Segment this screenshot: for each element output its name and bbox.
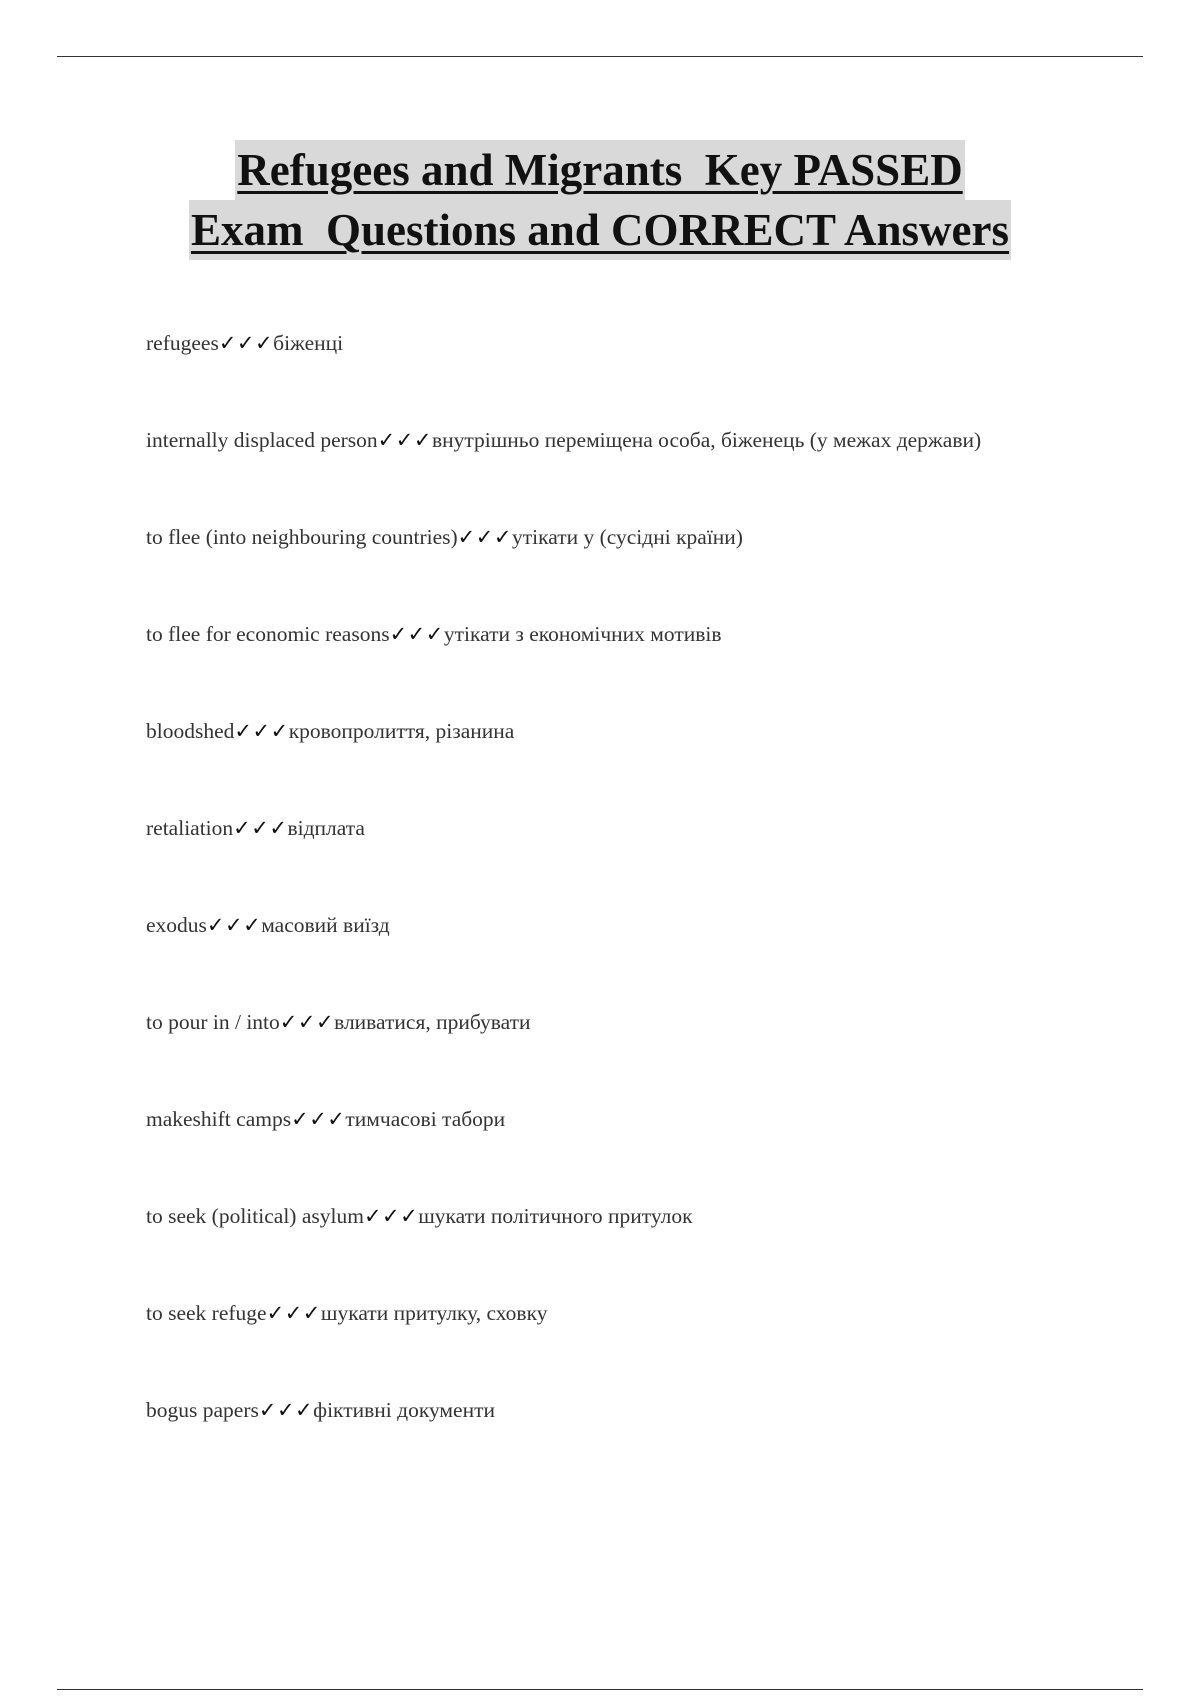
check-marks-icon: ✓✓✓ — [377, 428, 432, 452]
entry-translation: шукати політичного притулок — [418, 1204, 693, 1228]
entry-term: to seek refuge — [146, 1301, 267, 1325]
check-marks-icon: ✓✓✓ — [266, 1301, 321, 1325]
header-rule — [57, 56, 1143, 57]
glossary-entry — [146, 910, 1046, 940]
glossary-entry — [146, 328, 1046, 358]
check-marks-icon: ✓✓✓ — [363, 1204, 419, 1228]
document-title — [0, 140, 1200, 260]
entry-term: internally displaced person — [146, 428, 378, 452]
glossary-entry — [146, 425, 1046, 455]
entry-term: makeshift camps — [146, 1107, 292, 1131]
entry-term: to seek (political) asylum — [146, 1204, 364, 1228]
entry-term: to pour in / into — [146, 1010, 280, 1034]
glossary-entry — [146, 1395, 1046, 1425]
title-line-1: Refugees and Migrants Key PASSED — [235, 140, 964, 200]
entry-translation: масовий виїзд — [261, 913, 390, 937]
entry-translation: утікати у (сусідні країни) — [511, 525, 743, 549]
glossary-list — [146, 328, 1046, 1425]
glossary-entry — [146, 1201, 1046, 1231]
glossary-entry — [146, 1007, 1046, 1037]
check-marks-icon: ✓✓✓ — [389, 622, 444, 646]
check-marks-icon: ✓✓✓ — [234, 719, 289, 743]
entry-translation: вливатися, прибувати — [334, 1010, 531, 1034]
entry-translation: шукати притулку, сховку — [320, 1301, 548, 1325]
entry-term: retaliation — [146, 816, 234, 840]
glossary-entry — [146, 522, 1046, 552]
entry-translation: внутрішньо переміщена особа, біженець (у межах держави) — [431, 428, 982, 452]
entry-term: bloodshed — [146, 719, 235, 743]
entry-translation: відплата — [287, 816, 365, 840]
entry-term: exodus — [146, 913, 207, 937]
check-marks-icon: ✓✓✓ — [258, 1398, 314, 1422]
glossary-entry — [146, 1298, 1046, 1328]
glossary-entry — [146, 1104, 1046, 1134]
entry-term: refugees — [146, 331, 219, 355]
check-marks-icon: ✓✓✓ — [218, 331, 274, 355]
check-marks-icon: ✓✓✓ — [206, 913, 262, 937]
entry-term: bogus papers — [146, 1398, 259, 1422]
entry-translation: фіктивні документи — [313, 1398, 495, 1422]
title-line-2: Exam Questions and CORRECT Answers — [189, 200, 1011, 260]
entry-term: to flee for economic reasons — [146, 622, 390, 646]
entry-translation: кровопролиття, різанина — [288, 719, 515, 743]
footer-rule — [57, 1689, 1143, 1690]
entry-translation: тимчасові табори — [345, 1107, 506, 1131]
check-marks-icon: ✓✓✓ — [291, 1107, 346, 1131]
glossary-entry — [146, 813, 1046, 843]
check-marks-icon: ✓✓✓ — [279, 1010, 335, 1034]
entry-term: to flee (into neighbouring countries) — [146, 525, 458, 549]
entry-translation: біженці — [273, 331, 344, 355]
entry-translation: утікати з економічних мотивів — [443, 622, 722, 646]
glossary-entry — [146, 716, 1046, 746]
glossary-entry — [146, 619, 1046, 649]
check-marks-icon: ✓✓✓ — [457, 525, 512, 549]
check-marks-icon: ✓✓✓ — [233, 816, 288, 840]
